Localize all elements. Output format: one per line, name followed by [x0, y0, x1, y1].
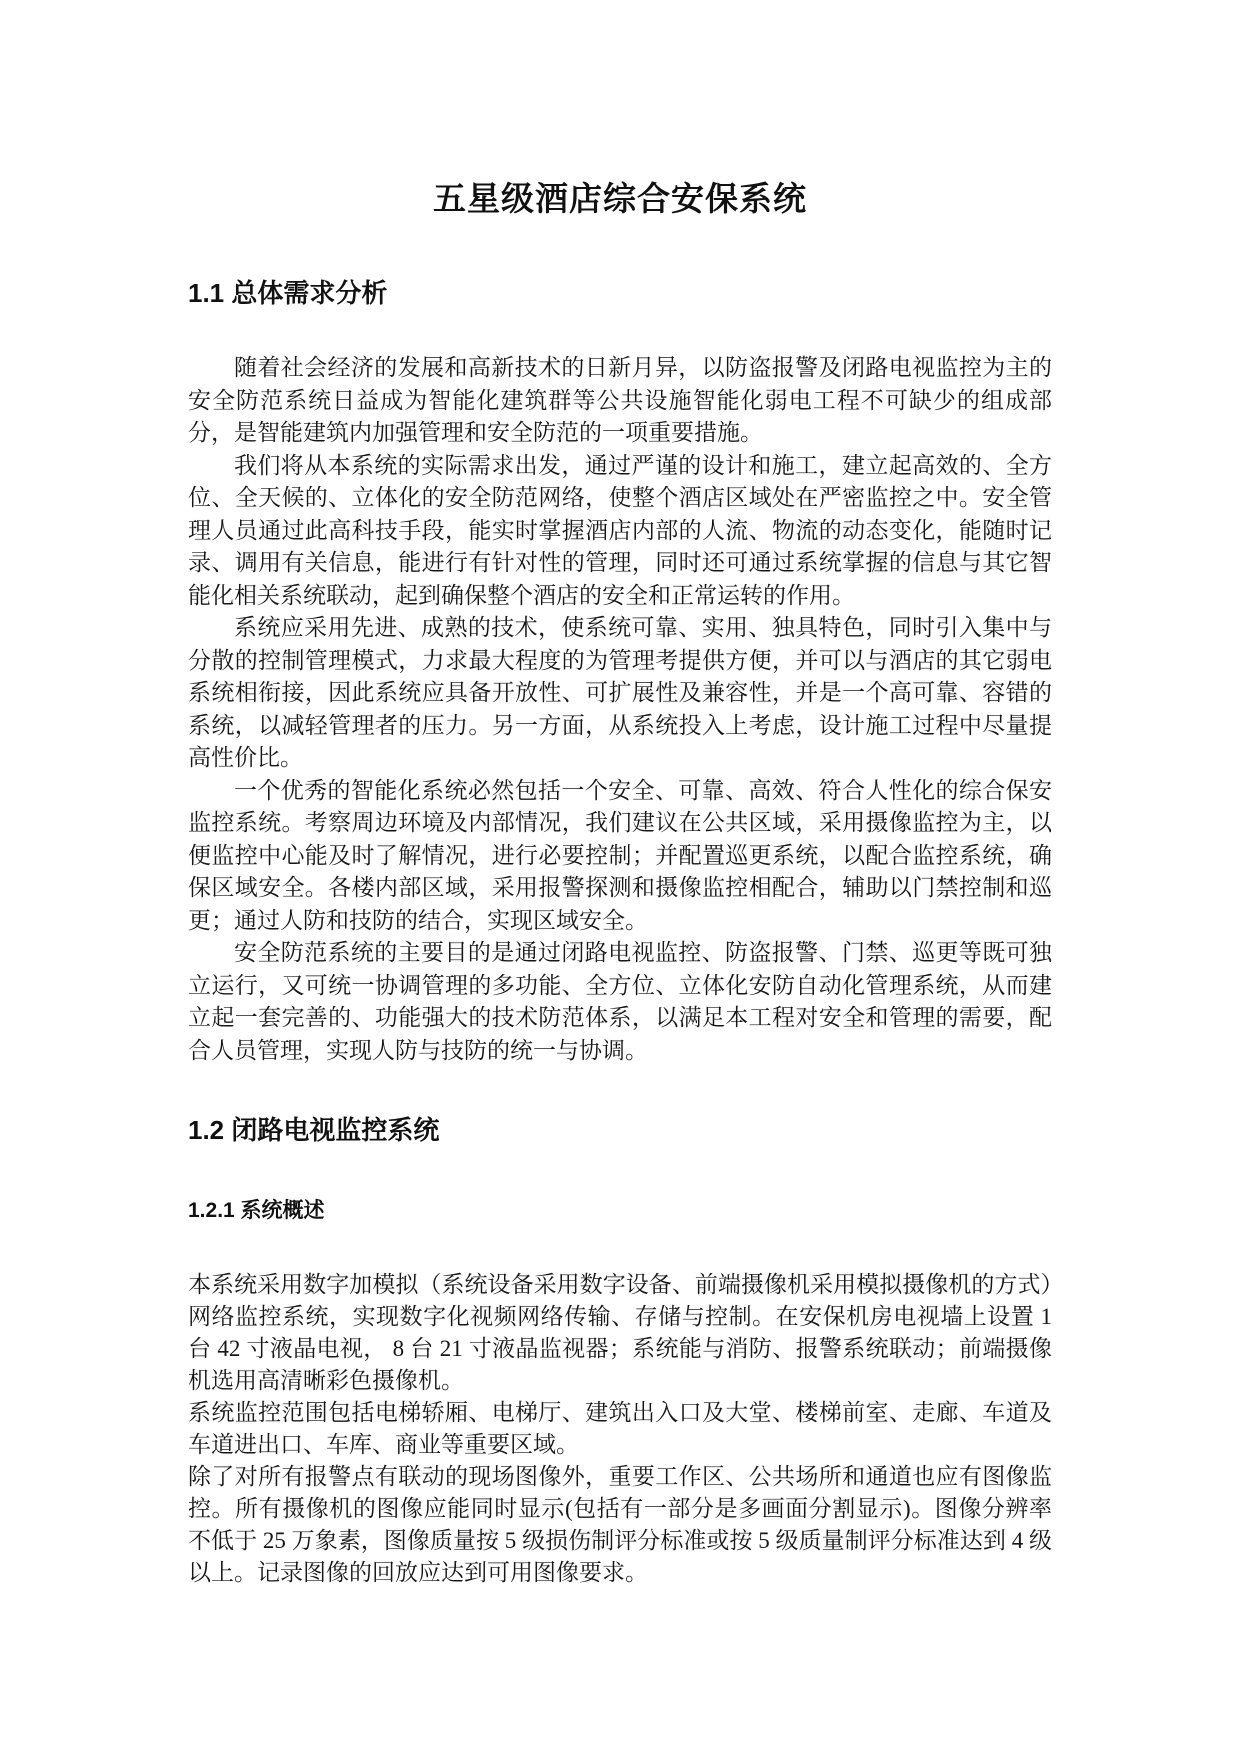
subsection-1-2-1-body: [188, 1269, 1052, 1589]
section-heading-1-2: 1.2 闭路电视监控系统: [188, 1115, 440, 1145]
paragraph-security-purpose: 安全防范系统的主要目的是通过闭路电视监控、防盗报警、门禁、巡更等既可独立运行，又可统一协调管理的多功能、全方位、立体化安防自动化管理系统，从而建立起一套完善的、功能强大的技术防范体系，以满足本工程对安全和管理的需要，配合人员管理，实现人防与技防的统一与协调。: [188, 940, 1052, 1063]
paragraph-image-requirements: 除了对所有报警点有联动的现场图像外，重要工作区、公共场所和通道也应有图像监控。所有摄像机的图像应能同时显示(包括有一部分是多画面分割显示)。图像分辨率不低于 25 万象素，图像质量按 5 级损伤制评分标准或按 5 级质量制评分标准达到 4 级以上。记录图像的回放应达到可用图像要求。: [188, 1464, 1052, 1585]
paragraph-cctv-system: 本系统采用数字加模拟（系统设备采用数字设备、前端摄像机采用模拟摄像机的方式）网络监控系统，实现数字化视频网络传输、存储与控制。在安保机房电视墙上设置 1 台 42 寸液晶电视， 8 台 21 寸液晶监视器；系统能与消防、报警系统联动；前端摄像机选用高清晰彩色摄像机。: [188, 1272, 1052, 1393]
paragraph-design-approach: 我们将从本系统的实际需求出发，通过严谨的设计和施工，建立起高效的、全方位、全天候的、立体化的安全防范网络，使整个酒店区域处在严密监控之中。安全管理人员通过此高科技手段，能实时掌握酒店内部的人流、物流的动态变化，能随时记录、调用有关信息，能进行有针对性的管理，同时还可通过系统掌握的信息与其它智能化相关系统联动，起到确保整个酒店的安全和正常运转的作用。: [188, 452, 1052, 608]
section-heading-1-1: 1.1 总体需求分析: [188, 278, 388, 308]
subsection-heading-1-2-1: 1.2.1 系统概述: [188, 1199, 325, 1222]
paragraph-overall-intro: 随着社会经济的发展和高新技术的日新月异，以防盗报警及闭路电视监控为主的安全防范系统日益成为智能化建筑群等公共设施智能化弱电工程不可缺少的组成部分，是智能建筑内加强管理和安全防范的一项重要措施。: [188, 355, 1052, 445]
paragraph-monitoring-scope: 系统监控范围包括电梯轿厢、电梯厅、建筑出入口及大堂、楼梯前室、走廊、车道及车道进出口、车库、商业等重要区域。: [188, 1400, 1052, 1457]
paragraph-intelligent-system: 一个优秀的智能化系统必然包括一个安全、可靠、高效、符合人性化的综合保安监控系统。考察周边环境及内部情况，我们建议在公共区域，采用摄像监控为主，以便监控中心能及时了解情况，进行必要控制；并配置巡更系统，以配合监控系统，确保区域安全。各楼内部区域，采用报警探测和摄像监控相配合，辅助以门禁控制和巡更；通过人防和技防的结合，实现区域安全。: [188, 777, 1052, 933]
section-1-1-body: [188, 352, 1052, 1067]
paragraph-system-principles: 系统应采用先进、成熟的技术，使系统可靠、实用、独具特色，同时引入集中与分散的控制管理模式，力求最大程度的为管理考提供方便，并可以与酒店的其它弱电系统相衔接，因此系统应具备开放性、可扩展性及兼容性，并是一个高可靠、容错的系统，以减轻管理者的压力。另一方面，从系统投入上考虑，设计施工过程中尽量提高性价比。: [188, 615, 1052, 770]
document-title: 五星级酒店综合安保系统: [433, 182, 807, 218]
